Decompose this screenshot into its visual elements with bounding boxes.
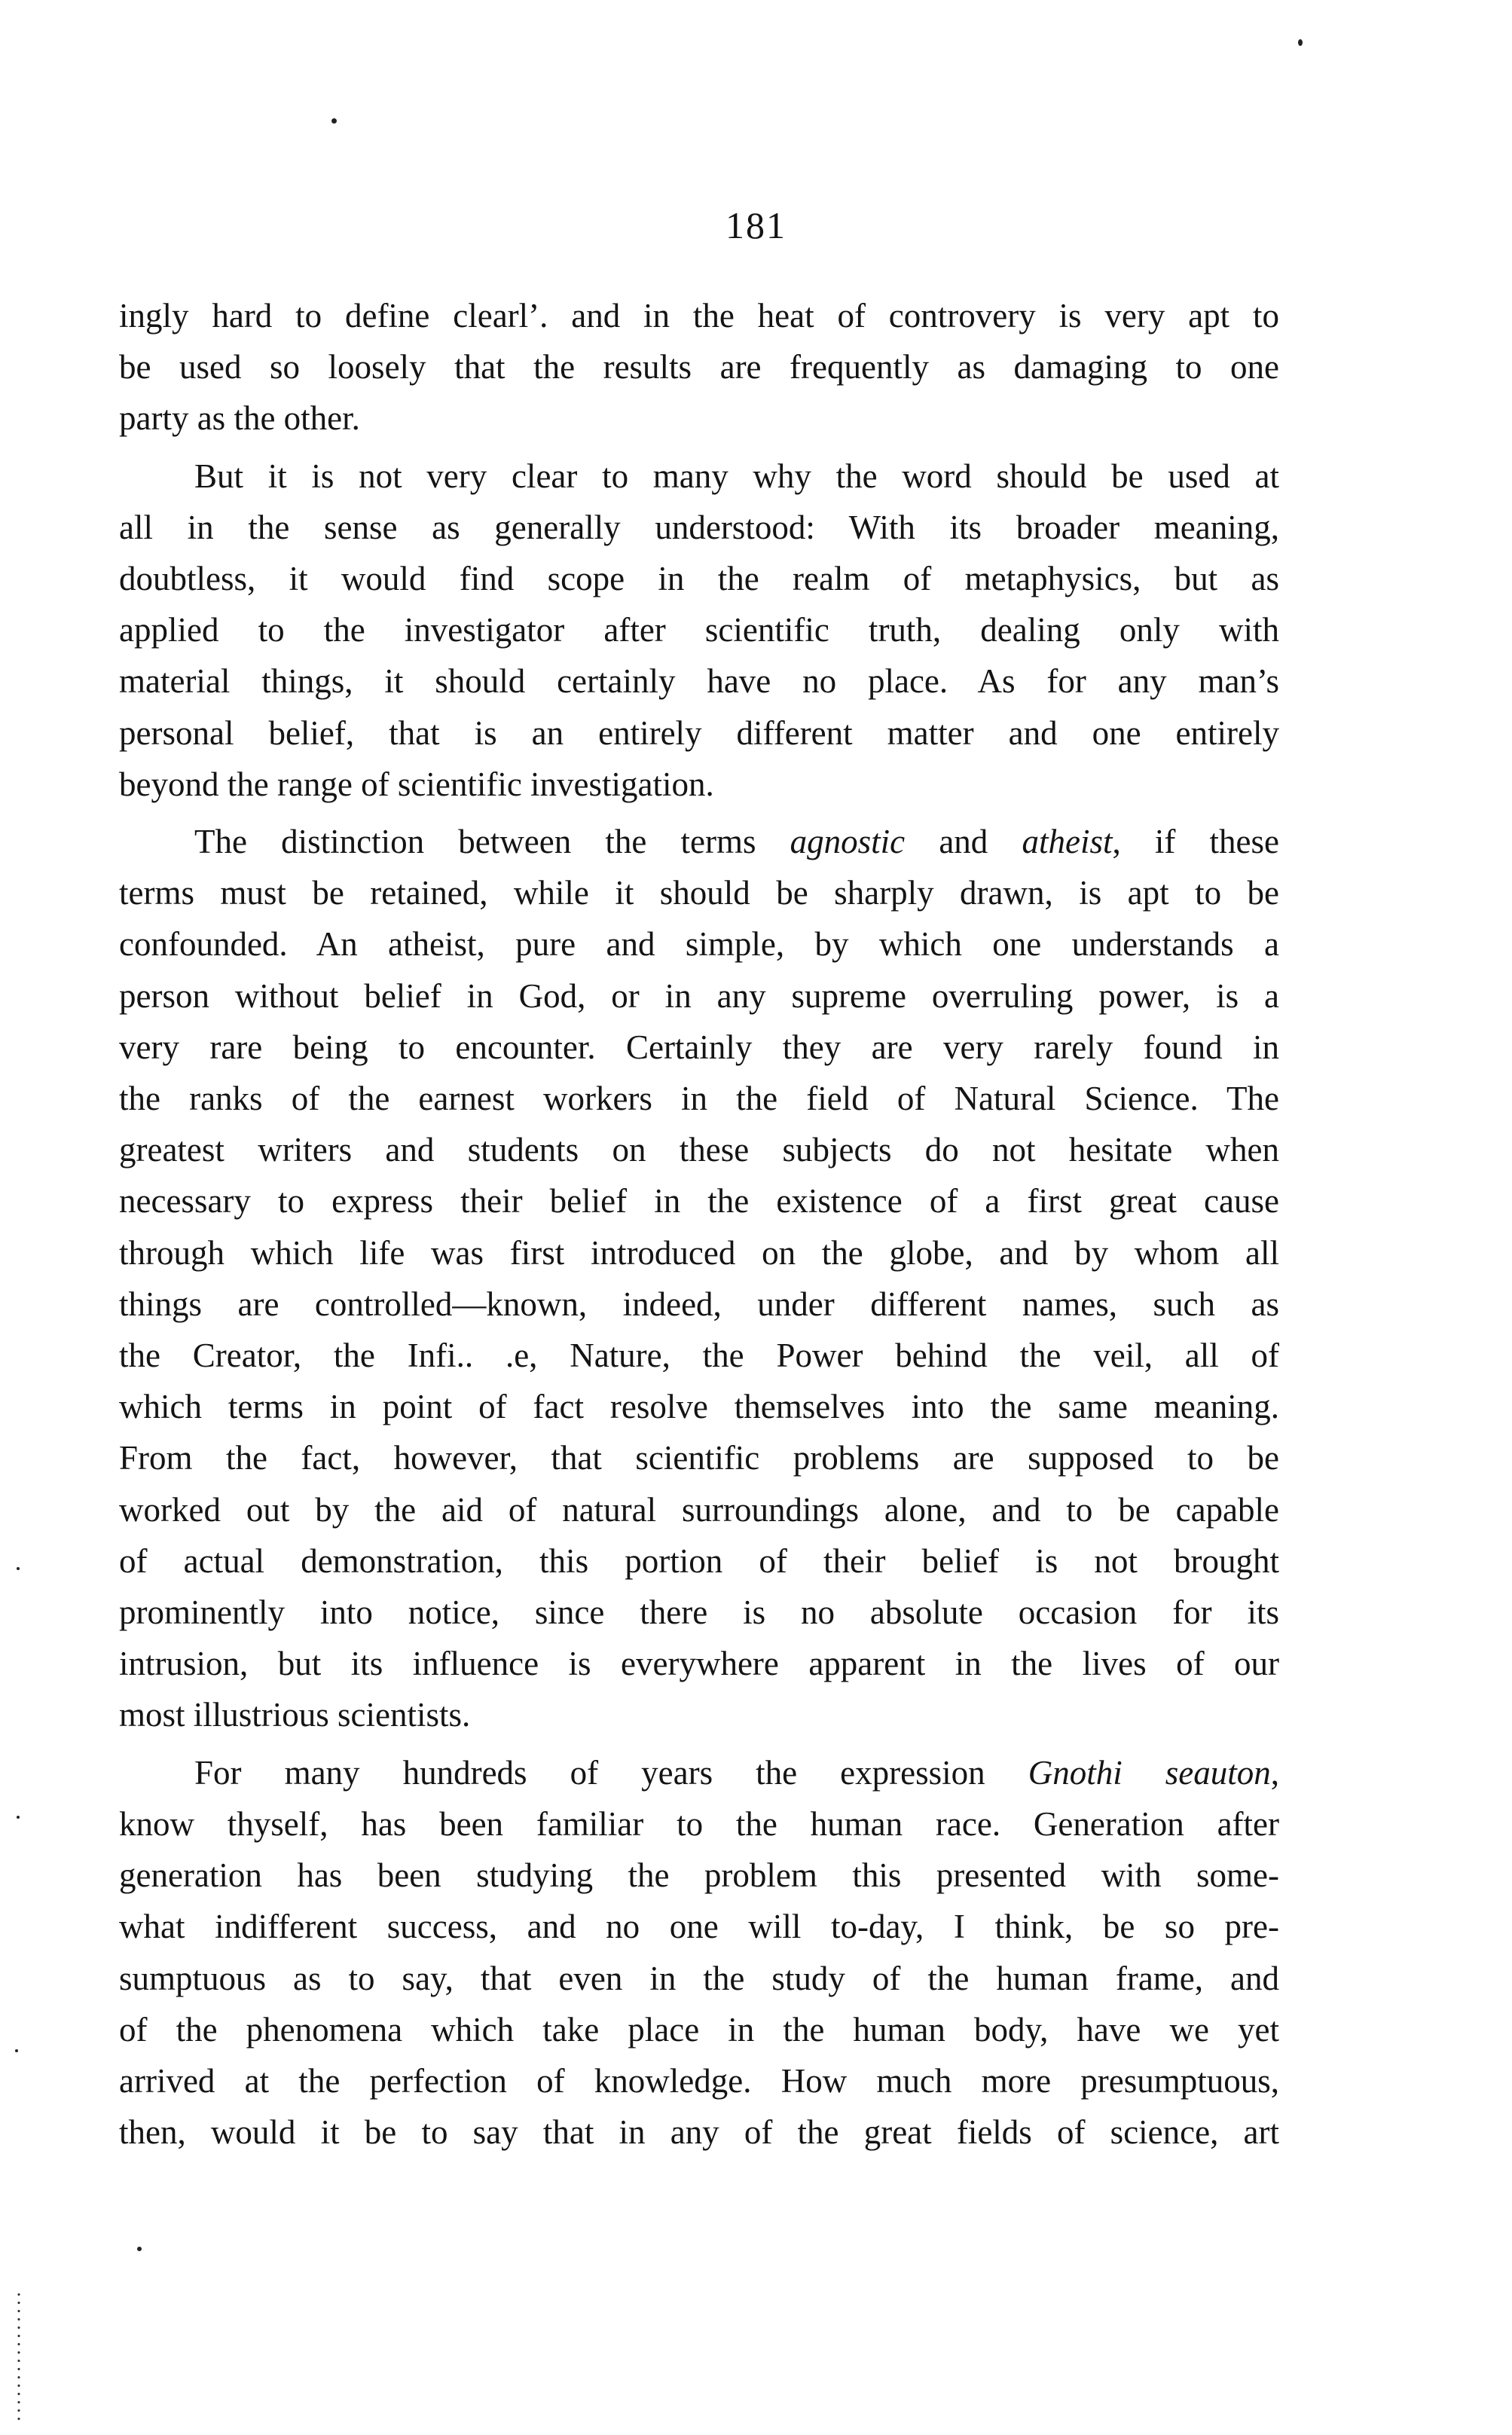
- scan-speck: [137, 2247, 142, 2251]
- scan-speck: [331, 118, 337, 124]
- text-line: things are controlled—known, indeed, under different names, such as: [119, 1285, 1279, 1323]
- italic-term: atheist: [1022, 823, 1113, 861]
- scan-speck: [17, 1816, 20, 1819]
- text-line: For many hundreds of years the expression Gnothi seauton,: [194, 1753, 1279, 1792]
- text-line: arrived at the perfection of knowledge. How much more presumptuous,: [119, 2061, 1279, 2100]
- paragraph: [119, 290, 1279, 445]
- text-line: the ranks of the earnest workers in the field of Natural Science. The: [119, 1080, 1279, 1118]
- text-line: what indifferent success, and no one will to-day, I think, be so pre-: [119, 1908, 1279, 1946]
- text-line: then, would it be to say that in any of the great fields of science, art: [119, 2113, 1279, 2152]
- text-line: confounded. An atheist, pure and simple, by which one understands a: [119, 925, 1279, 964]
- text-line: know thyself, has been familiar to the human race. Generation after: [119, 1804, 1279, 1843]
- text-line: through which life was first introduced on the globe, and by whom all: [119, 1233, 1279, 1272]
- text-line: most illustrious scientists.: [119, 1696, 471, 1734]
- text-line: all in the sense as generally understood: With its broader meaning,: [119, 508, 1279, 546]
- paragraph: [119, 451, 1279, 810]
- text-line: person without belief in God, or in any supreme overruling power, is a: [119, 976, 1279, 1015]
- text-line: generation has been studying the problem this presented with some-: [119, 1856, 1279, 1895]
- text-line: necessary to express their belief in the existence of a first great cause: [119, 1182, 1279, 1221]
- body-text: [119, 290, 1279, 2158]
- text-line: worked out by the aid of natural surroundings alone, and to be capable: [119, 1490, 1279, 1529]
- text-line: party as the other.: [119, 399, 360, 438]
- text-line: material things, it should certainly have no place. As for any man’s: [119, 662, 1279, 701]
- text-line: applied to the investigator after scientific truth, dealing only with: [119, 611, 1279, 649]
- text-line: But it is not very clear to many why the word should be used at: [194, 457, 1279, 495]
- text-line: sumptuous as to say, that even in the study of the human frame, and: [119, 1959, 1279, 1997]
- italic-term: Gnothi seauton: [1028, 1753, 1271, 1792]
- paragraph: [119, 816, 1279, 1741]
- page-number: 181: [725, 204, 787, 246]
- text-line: of actual demonstration, this portion of their belief is not brought: [119, 1541, 1279, 1580]
- text-line: personal belief, that is an entirely different matter and one entirely: [119, 713, 1279, 752]
- paragraph-gap: [119, 810, 1279, 816]
- text-line: greatest writers and students on these subjects do not hesitate when: [119, 1131, 1279, 1169]
- text-line: doubtless, it would find scope in the realm of metaphysics, but as: [119, 560, 1279, 598]
- scan-speck: [1298, 39, 1303, 46]
- text-line: From the fact, however, that scientific problems are supposed to be: [119, 1439, 1279, 1477]
- text-line: very rare being to encounter. Certainly they are very rarely found in: [119, 1028, 1279, 1066]
- text-line: prominently into notice, since there is no absolute occasion for its: [119, 1593, 1279, 1632]
- text-line: which terms in point of fact resolve themselves into the same meaning.: [119, 1388, 1279, 1426]
- scan-speck: [17, 1567, 20, 1570]
- text-line: the Creator, the Infi.. .e, Nature, the Power behind the veil, all of: [119, 1337, 1279, 1375]
- text-line: intrusion, but its influence is everywhere apparent in the lives of our: [119, 1645, 1279, 1683]
- text-line: ingly hard to define clearl’. and in the heat of controvery is very apt to: [119, 297, 1279, 335]
- paragraph: [119, 1747, 1279, 2159]
- text-line: be used so loosely that the results are frequently as damaging to one: [119, 348, 1279, 386]
- text-line: of the phenomena which take place in the human body, have we yet: [119, 2010, 1279, 2049]
- italic-term: agnostic: [790, 823, 906, 861]
- paragraph-gap: [119, 1741, 1279, 1747]
- scan-margin-dots: [17, 2290, 21, 2426]
- text-line: terms must be retained, while it should be sharply drawn, is apt to be: [119, 874, 1279, 912]
- scan-speck: [15, 2049, 18, 2052]
- paragraph-gap: [119, 445, 1279, 451]
- text-line: beyond the range of scientific investigation.: [119, 765, 714, 803]
- text-line: The distinction between the terms agnostic and atheist, if these: [194, 823, 1279, 861]
